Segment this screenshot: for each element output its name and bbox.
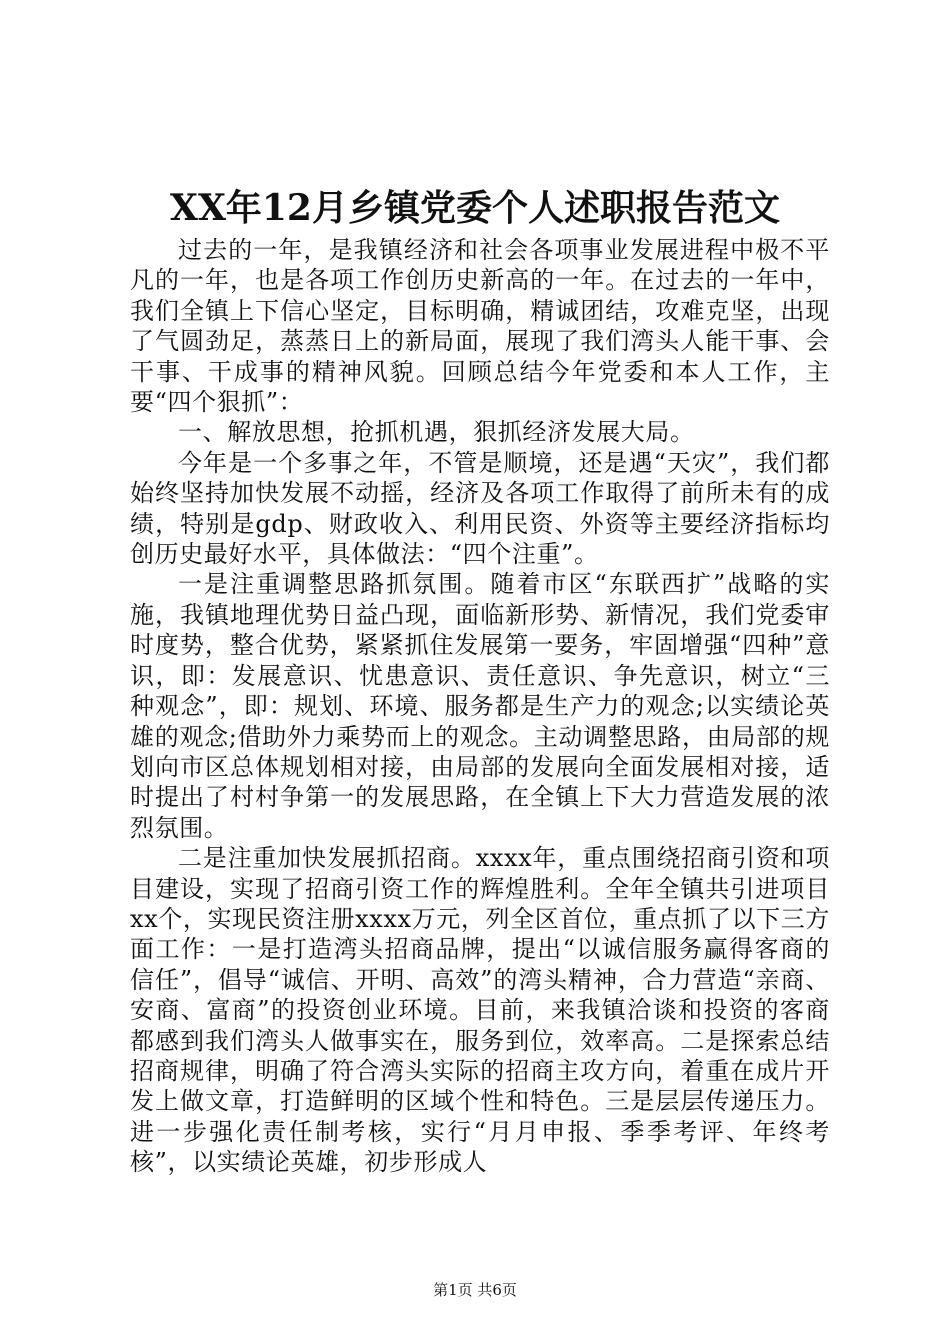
page-number-footer: 第1页 共6页 [433, 1281, 517, 1299]
paragraph-point-one: 一是注重调整思路抓氛围。随着市区“东联西扩”战略的实施，我镇地理优势日益凸现，面临新形势、新情况，我们党委审时度势，整合优势，紧紧抓住发展第一要务，牢固增强“四种”意识，即：发展意识、忧患意识、责任意识、争先意识，树立“三种观念”，即：规划、环境、服务都是生产力的观念;以实绩论英雄的观念;借助外力乘势而上的观念。主动调整思路，由局部的规划向市区总体规划相对接，由局部的发展向全面发展相对接，适时提出了村村争第一的发展思路，在全镇上下大力营造发展的浓烈氛围。 [130, 570, 830, 842]
document-body [130, 235, 830, 1178]
paragraph-intro: 过去的一年，是我镇经济和社会各项事业发展进程中极不平凡的一年，也是各项工作创历史新高的一年。在过去的一年中，我们全镇上下信心坚定，目标明确，精诚团结，攻难克坚，出现了气圆劲足，蒸蒸日上的新局面，展现了我们湾头人能干事、会干事、干成事的精神风貌。回顾总结今年党委和本人工作，主要“四个狠抓”： [130, 236, 830, 417]
paragraph-section-heading: 一、解放思想，抢抓机遇，狠抓经济发展大局。 [178, 418, 695, 447]
paragraph-point-two: 二是注重加快发展抓招商。xxxx年，重点围绕招商引资和项目建设，实现了招商引资工作的辉煌胜利。全年全镇共引进项目xx个，实现民资注册xxxx万元，列全区首位，重点抓了以下三方面工作：一是打造湾头招商品牌，提出“以诚信服务赢得客商的信任”，倡导“诚信、开明、高效”的湾头精神，合力营造“亲商、安商、富商”的投资创业环境。目前，来我镇洽谈和投资的客商都感到我们湾头人做事实在，服务到位，效率高。二是探索总结招商规律，明确了符合湾头实际的招商主攻方向，着重在成片开发上做文章，打造鲜明的区域个性和特色。三是层层传递压力。进一步强化责任制考核，实行“月月申报、季季考评、年终考核”，以实绩论英雄，初步形成人 [130, 844, 830, 1177]
paragraph-overview: 今年是一个多事之年，不管是顺境，还是遇“天灾”，我们都始终坚持加快发展不动摇，经济及各项工作取得了前所未有的成绩，特别是gdp、财政收入、利用民资、外资等主要经济指标均创历史最好水平，具体做法：“四个注重”。 [130, 448, 830, 569]
document-title: XX年12月乡镇党委个人述职报告范文 [170, 187, 780, 229]
